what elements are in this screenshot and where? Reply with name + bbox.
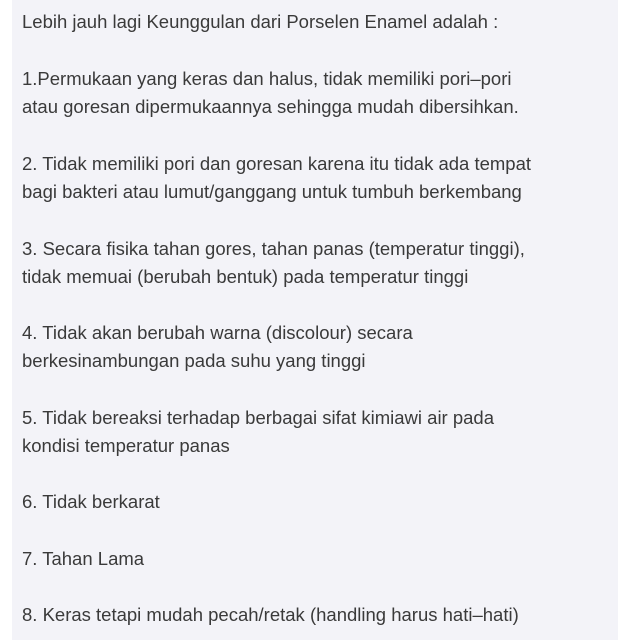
list-item-5-line-1: 5. Tidak bereaksi terhadap berbagai sifat kimiawi air pada xyxy=(22,407,495,428)
list-item-1-line-2: atau goresan dipermukaannya sehingga mudah dibersihkan. xyxy=(22,96,519,117)
list-item-3-line-2: tidak memuai (berubah bentuk) pada temperatur tinggi xyxy=(22,266,469,287)
list-item-7-line-1: 7. Tahan Lama xyxy=(22,548,145,569)
text-panel xyxy=(12,0,618,640)
list-item-2-line-1: 2. Tidak memiliki pori dan goresan karena itu tidak ada tempat xyxy=(22,153,532,174)
list-item-2-line-2: bagi bakteri atau lumut/ganggang untuk tumbuh berkembang xyxy=(22,181,522,202)
list-item-6-line-1: 6. Tidak berkarat xyxy=(22,491,160,512)
list-item-8-line-1: 8. Keras tetapi mudah pecah/retak (handling harus hati–hati) xyxy=(22,604,519,625)
list-item-4-line-2: berkesinambungan pada suhu yang tinggi xyxy=(22,350,366,371)
list-item-1-line-1: 1.Permukaan yang keras dan halus, tidak memiliki pori–pori xyxy=(22,68,512,89)
list-item-4-line-1: 4. Tidak akan berubah warna (discolour) secara xyxy=(22,322,413,343)
list-item-3-line-1: 3. Secara fisika tahan gores, tahan panas (temperatur tinggi), xyxy=(22,238,525,259)
intro-text: Lebih jauh lagi Keunggulan dari Porselen Enamel adalah : xyxy=(22,11,499,32)
list-item-5-line-2: kondisi temperatur panas xyxy=(22,435,230,456)
